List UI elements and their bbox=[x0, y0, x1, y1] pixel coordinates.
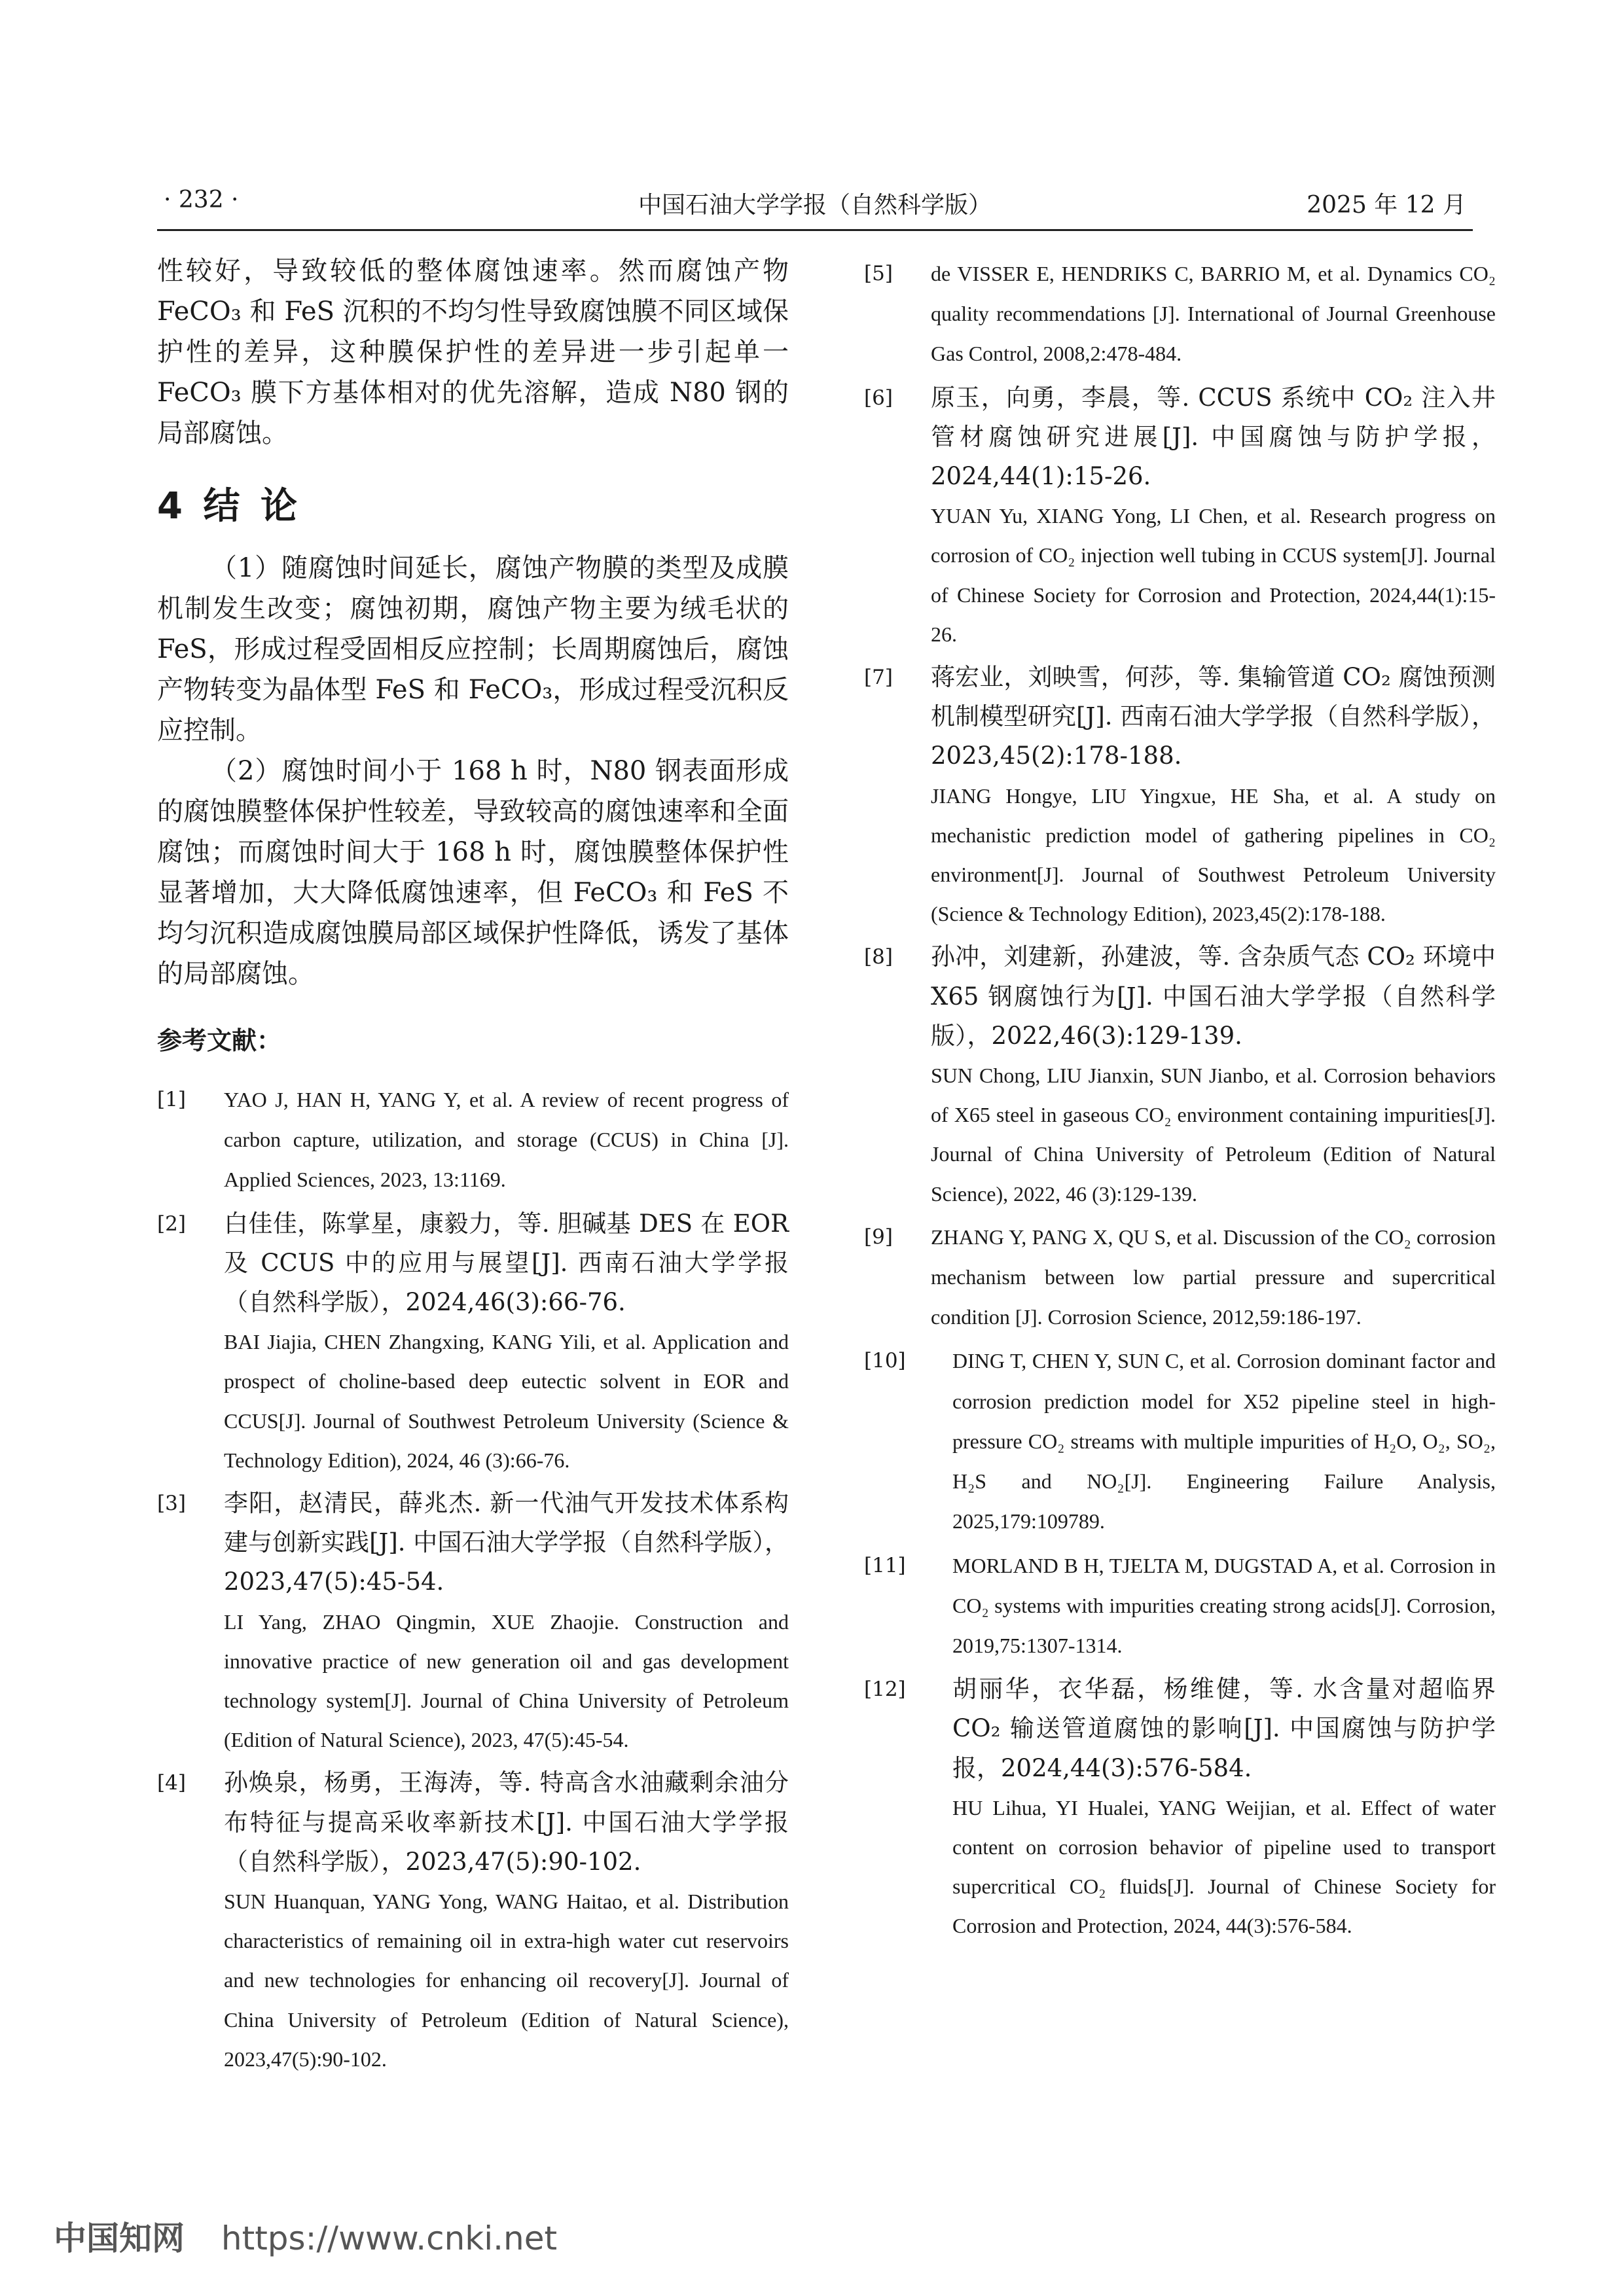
reference-text: 孙焕泉，杨勇，王海涛，等. 特高含水油藏剩余油分布特征与提高采收率新技术[J]. 中国石油大学学报（自然科学版），2023,47(5):90-102. bbox=[224, 1768, 789, 1876]
cnki-url[interactable]: https://www.cnki.net bbox=[221, 2219, 558, 2257]
reference-text: 孙冲，刘建新，孙建波，等. 含杂质气态 CO₂ 环境中 X65 钢腐蚀行为[J]. 中国石油大学学报（自然科学版），2022,46(3):129-139. bbox=[931, 942, 1496, 1050]
reference-11 bbox=[864, 1546, 1496, 1666]
reference-text: de VISSER E, HENDRIKS C, BARRIO M, et al. Dynamics CO₂ quality recommendations [J]. International of Journal Greenhouse Gas Control, 2008,2:478-484. bbox=[931, 262, 1496, 366]
reference-5 bbox=[864, 254, 1496, 374]
reference-1 bbox=[157, 1080, 789, 1200]
reference-text: 李阳，赵清民，薛兆杰. 新一代油气开发技术体系构建与创新实践[J]. 中国石油大学学报（自然科学版），2023,47(5):45-54. bbox=[224, 1489, 789, 1596]
cnki-logo: 中国知网 bbox=[54, 2219, 185, 2257]
reference-6 bbox=[864, 378, 1496, 654]
reference-translation: JIANG Hongye, LIU Yingxue, HE Sha, et al. A study on mechanistic prediction model of gathering pipelines in CO₂ environment[J]. Journal of Southwest Petroleum University (Science & Technology Edition), 2023,45(2):178-188. bbox=[931, 783, 1496, 926]
reference-7 bbox=[864, 658, 1496, 933]
reference-number: [5] bbox=[864, 262, 893, 285]
reference-12 bbox=[864, 1670, 1496, 1945]
reference-text: 原玉，向勇，李晨，等. CCUS 系统中 CO₂ 注入井管材腐蚀研究进展[J]. 中国腐蚀与防护学报，2024,44(1):15-26. bbox=[931, 383, 1496, 491]
reference-translation: YUAN Yu, XIANG Yong, LI Chen, et al. Research progress on corrosion of CO₂ injection well tubing in CCUS system[J]. Journal of Chinese Society for Corrosion and Protection, 2024,44(1):15-26. bbox=[931, 504, 1496, 646]
reference-10 bbox=[864, 1341, 1496, 1541]
reference-number: [11] bbox=[864, 1553, 906, 1577]
reference-number: [1] bbox=[157, 1088, 186, 1111]
issue-date: 2025 年 12 月 bbox=[1307, 192, 1466, 219]
section-title: 4 结 论 bbox=[157, 485, 301, 528]
conclusion-2: （2）腐蚀时间小于 168 h 时，N80 钢表面形成的腐蚀膜整体保护性较差，导致较高的腐蚀速率和全面腐蚀；而腐蚀时间大于 168 h 时，腐蚀膜整体保护性显著增加，大大降低腐蚀速率，但 FeCO₃ 和 FeS 不均匀沉积造成腐蚀膜局部区域保护性降低，诱发了基体的局部腐蚀。 bbox=[157, 756, 789, 989]
left-column bbox=[157, 251, 789, 2083]
reference-number: [10] bbox=[864, 1349, 906, 1373]
reference-translation: LI Yang, ZHAO Qingmin, XUE Zhaojie. Construction and innovative practice of new generation oil and gas development technology system[J]. Journal of China University of Petroleum (Edition of Natural Science), 2023, 47(5):45-54. bbox=[224, 1609, 789, 1752]
reference-translation: SUN Huanquan, YANG Yong, WANG Haitao, et al. Distribution characteristics of remaining oil in extra-high water cut reservoirs and new technologies for enhancing oil recovery[J]. Journal of China University of Petroleum (Edition of Natural Science), 2023,47(5):90-102. bbox=[224, 1890, 789, 2071]
reference-number: [2] bbox=[157, 1211, 186, 1236]
reference-3 bbox=[157, 1484, 789, 1759]
page-header bbox=[157, 187, 1473, 226]
intro-paragraph: 性较好，导致较低的整体腐蚀速率。然而腐蚀产物 FeCO₃ 和 FeS 沉积的不均匀性导致腐蚀膜不同区域保护性的差异，这种膜保护性的差异进一步引起单一 FeCO₃ 膜下方基体相对的优先溶解，造成 N80 钢的局部腐蚀。 bbox=[157, 256, 789, 448]
right-column bbox=[864, 254, 1496, 1950]
reference-number: [12] bbox=[864, 1677, 906, 1702]
reference-text: YAO J, HAN H, YANG Y, et al. A review of recent progress of carbon capture, utilization, and storage (CCUS) in China [J]. Applied Sciences, 2023, 13:1169. bbox=[224, 1088, 789, 1192]
reference-number: [9] bbox=[864, 1225, 893, 1249]
reference-translation: SUN Chong, LIU Jianxin, SUN Jianbo, et al. Corrosion behaviors of X65 steel in gaseous CO₂ environment containing impurities[J]. Journal of China University of Petroleum (Edition of Natural Science), 2022, 46 (3):129-139. bbox=[931, 1064, 1496, 1206]
watermark-footer bbox=[54, 2212, 557, 2259]
header-rule bbox=[157, 229, 1473, 231]
reference-translation: HU Lihua, YI Hualei, YANG Weijian, et al. Effect of water content on corrosion behavior of pipeline used to transport supercritical CO₂ fluids[J]. Journal of Chinese Society for Corrosion and Protection, 2024, 44(3):576-584. bbox=[952, 1795, 1496, 1938]
page-number: · 232 · bbox=[164, 187, 239, 213]
references-heading: 参考文献： bbox=[157, 1026, 282, 1055]
reference-number: [4] bbox=[157, 1771, 186, 1795]
conclusion-1: （1）随腐蚀时间延长，腐蚀产物膜的类型及成膜机制发生改变；腐蚀初期，腐蚀产物主要为绒毛状的 FeS，形成过程受固相反应控制；长周期腐蚀后，腐蚀产物转变为晶体型 FeS 和 FeCO₃，形成过程受沉积反应控制。 bbox=[157, 553, 789, 745]
reference-translation: BAI Jiajia, CHEN Zhangxing, KANG Yili, et al. Application and prospect of choline-based deep eutectic solvent in EOR and CCUS[J]. Journal of Southwest Petroleum University (Science & Technology Edition), 2024, 46 (3):66-76. bbox=[224, 1330, 789, 1472]
reference-text: DING T, CHEN Y, SUN C, et al. Corrosion dominant factor and corrosion prediction model for X52 pipeline steel in high-pressure CO₂ streams with multiple impurities of H₂O, O₂, SO₂, H₂S and NO₂[J]. Engineering Failure Analysis, 2025,179:109789. bbox=[952, 1349, 1496, 1534]
reference-text: 白佳佳，陈掌星，康毅力，等. 胆碱基 DES 在 EOR 及 CCUS 中的应用与展望[J]. 西南石油大学学报（自然科学版），2024,46(3):66-76. bbox=[224, 1209, 789, 1317]
reference-number: [7] bbox=[864, 666, 893, 690]
reference-8 bbox=[864, 937, 1496, 1213]
reference-number: [3] bbox=[157, 1492, 186, 1516]
reference-text: 胡丽华，衣华磊，杨维健，等. 水含量对超临界 CO₂ 输送管道腐蚀的影响[J]. 中国腐蚀与防护学报，2024,44(3):576-584. bbox=[952, 1675, 1496, 1782]
journal-title: 中国石油大学学报（自然科学版） bbox=[638, 192, 992, 219]
reference-text: ZHANG Y, PANG X, QU S, et al. Discussion of the CO₂ corrosion mechanism between low partial pressure and supercritical condition [J]. Corrosion Science, 2012,59:186-197. bbox=[931, 1225, 1496, 1329]
reference-number: [6] bbox=[864, 386, 893, 410]
reference-4 bbox=[157, 1763, 789, 2079]
reference-text: 蒋宏业，刘映雪，何莎，等. 集输管道 CO₂ 腐蚀预测机制模型研究[J]. 西南石油大学学报（自然科学版），2023,45(2):178-188. bbox=[931, 663, 1496, 770]
reference-number: [8] bbox=[864, 945, 893, 969]
reference-text: MORLAND B H, TJELTA M, DUGSTAD A, et al. Corrosion in CO₂ systems with impurities creating strong acids[J]. Corrosion, 2019,75:1307-1314. bbox=[952, 1553, 1496, 1657]
reference-9 bbox=[864, 1217, 1496, 1338]
reference-2 bbox=[157, 1204, 789, 1480]
